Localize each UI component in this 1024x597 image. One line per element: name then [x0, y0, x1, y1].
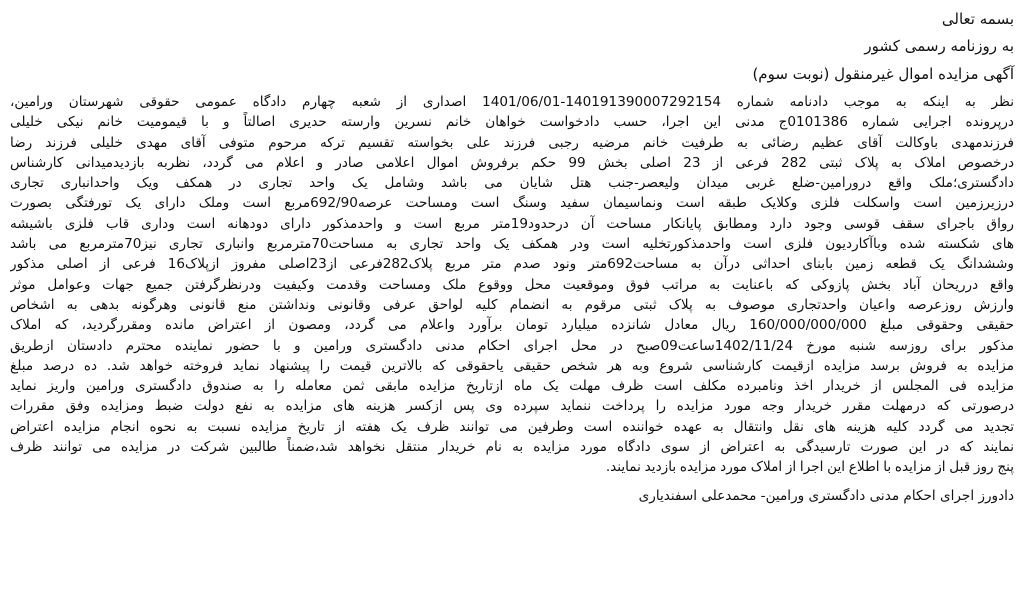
body-line: وارزش روزعرصه واعیان واحدتجاری موصوف به پلاک ثبتی مرقوم به انضمام کلیه لواحق عرفی وقانونی ونداشتن منع قانونی وهرگونه بدهی به اشخاص [10, 296, 1014, 313]
body-line: واقع درریحان آباد بخش پازوکی که باعنایت به مراتب فوق وموقعیت محل ووقوع ملک ومساحت وقدمت وکیفیت ودرنظرگرفتن جمیع جهات وعوامل موثر [10, 276, 1014, 293]
body-line: حقیقی وحقوقی مبلغ 160/000/000/000 ریال معادل شانزده میلیارد تومان برآورد واعلام می گردد، ومصون از اعتراض مانده ومقررگردید، که املاک [10, 317, 1014, 334]
body-line: پنج روز قبل از مزایده با اطلاع این اجرا از املاک مورد مزایده بازدید نمایند. [605, 459, 1014, 476]
notice-body [10, 92, 1014, 478]
header-recipient: به روزنامه رسمی کشور [864, 37, 1014, 55]
header-basmala: بسمه تعالی [941, 10, 1014, 28]
body-line: نظر به اینکه به موجب دادنامه شماره 140191390007292154-1401/06/01 اصداری از شعبه چهارم دادگاه عمومی حقوقی شهرستان ورامین، [10, 94, 1014, 110]
body-line: مزایده به فروش برسد مزایده ازقیمت کارشناسی شروع وبه هر شخص حقیقی یاحقوقی که بالاترین قیمت را پیشنهاد نماید فروخته خواهد شد. ده درصد مبلغ [10, 357, 1014, 374]
body-line: فرزندمهدی باوکالت آقای عظیم رضائی به طرفیت خانم مرضیه رجبی فرزند علی بخواسته تقسیم ترکه مرحوم متوفی آقای مهدی خلیلی فرزند رضا [10, 134, 1014, 151]
body-line: رواق باجرای سقف قوسی وجود دارد ومطابق پایانکار مساحت آن درحدود19متر مربع است و واحدمذکور دارای دودهانه است وداری قاب فلزی باشیشه [10, 215, 1014, 232]
body-line: وششدانگ یک قطعه زمین بابنای احداثی درآن به مساحت692متر ونود صدم متر مربع پلاک282فرعی از23اصلی مفروز ازپلاک16 فرعی از اصلی مذکور [10, 256, 1014, 273]
body-line: های شکسته شده وباآکاردیون فلزی است واحدمذکورتخلیه است ودر همکف یک واحد تجاری به مساحت70مترمربع وانباری تجاری نیز70مترمربع می باشد [10, 236, 1014, 253]
notice-title: آگهی مزایده اموال غیرمنقول (نوبت سوم) [752, 65, 1014, 83]
body-line: نمایند که در این صورت تارسیدگی به اعتراض از سوی دادگاه مورد مزایده به نام خریدار منتقل نخواهد شد،ضمناً طالبین شرکت در مزایده می توانند ظرف [10, 439, 1014, 456]
body-line: مزایده فی المجلس از خریدار اخذ ونامبرده مکلف است ظرف مهلت یک ماه ازتاریخ مزایده مابقی ثمن معامله را به صندوق دادگستری ورامین واریز نماید [10, 378, 1014, 395]
body-line: درخصوص املاک به پلاک ثبتی 282 فرعی از 23 اصلی بخش 99 حکم برفروش اموال اعلامی صادر و اعلام می گردد، نظربه بازدیدمیدانی کارشناس [10, 154, 1014, 171]
body-line: درپرونده اجرایی شماره 0101386ج مدنی این اجرا، حسب دادخواست خواهان خانم نسرین وارسته حدیری اصالتاً و با قیمومیت خانم نیکی خلیلی [10, 114, 1014, 131]
body-line: دادگستری؛ملک واقع درورامین-ضلع غربی میدان ولیعصر-جنب هتل شایان می باشد وشامل یک واحد تجاری در همکف ویک واحدانباری تجاری [10, 175, 1014, 192]
body-line: تجدید می گردد کلیه هزینه های نقل وانتقال به عهده خواننده است وطرفین می توانند ظرف یک هفته از تاریخ مزایده نسبت به نحوه انجام مزایده اعتراض [10, 418, 1014, 435]
body-line: مذکور برای روزسه شنبه مورخ 1402/11/24ساعت09صبح در محل اجرای احکام مدنی دادگستری ورامین و با حضور نماینده محترم دادستان ازطریق [10, 337, 1014, 354]
body-line: درصورتی که درمهلت مقرر خریدار وجه مورد مزایده را پرداخت ننماید سپرده وی پس ازکسر هزینه های مزایده به نفع دولت ضبط ومزایده وفق مقررات [10, 398, 1014, 415]
legal-notice-document [10, 6, 1014, 506]
body-line: درزیرزمین است واسکلت فلزی وکلایک طبقه است ونماسیمان سفید وسنگ است ومساحت عرصه692/90مربع است وملک دارای یک تورفتگی بصورت [10, 195, 1014, 212]
signature: دادورز اجرای احکام مدنی دادگستری ورامین- محمدعلی اسفندیاری [638, 487, 1014, 504]
